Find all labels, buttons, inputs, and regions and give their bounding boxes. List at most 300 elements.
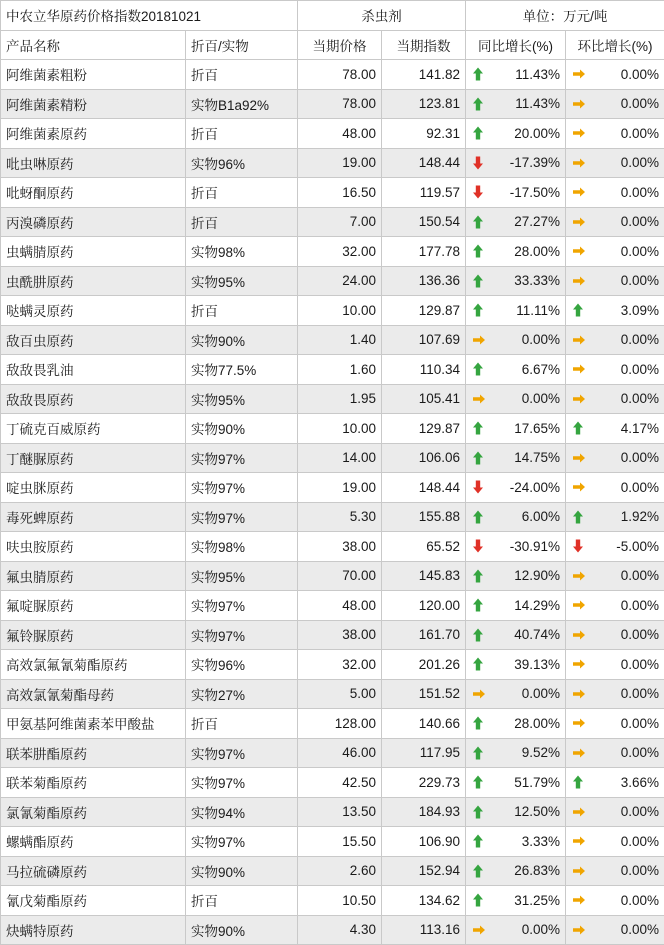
- table-row: [1, 886, 664, 916]
- cell-yoy-change: [466, 856, 566, 886]
- cell-current-price: 32.00: [298, 237, 382, 267]
- cell-yoy-change: [466, 620, 566, 650]
- cell-yoy-change: [466, 738, 566, 768]
- cell-current-price: 1.95: [298, 384, 382, 414]
- arrow-up-icon: [472, 362, 484, 377]
- yoy-value: -17.39%: [510, 155, 560, 170]
- cell-product-name: 高效氯氟氰菊酯原药: [1, 650, 186, 680]
- table-row: [1, 237, 664, 267]
- table-row: [1, 89, 664, 119]
- yoy-value: 26.83%: [514, 863, 560, 878]
- cell-current-index: 129.87: [382, 296, 466, 326]
- cell-yoy-change: [466, 148, 566, 178]
- table-row: [1, 532, 664, 562]
- cell-product-name: 丁硫克百威原药: [1, 414, 186, 444]
- mom-value: 0.00%: [621, 716, 659, 731]
- yoy-value: 28.00%: [514, 244, 560, 259]
- column-header-mom: 环比增长(%): [566, 30, 664, 60]
- yoy-value: 28.00%: [514, 716, 560, 731]
- cell-yoy-change: [466, 178, 566, 208]
- cell-product-name: 丙溴磷原药: [1, 207, 186, 237]
- arrow-up-icon: [472, 568, 484, 583]
- yoy-value: 14.29%: [514, 598, 560, 613]
- arrow-flat-icon: [572, 362, 584, 377]
- mom-value: 0.00%: [621, 834, 659, 849]
- cell-product-name: 阿维菌素原药: [1, 119, 186, 149]
- cell-current-price: 13.50: [298, 797, 382, 827]
- arrow-up-icon: [472, 244, 484, 259]
- yoy-value: 0.00%: [522, 391, 560, 406]
- yoy-value: 3.33%: [522, 834, 560, 849]
- cell-mom-change: [566, 443, 664, 473]
- mom-value: 0.00%: [621, 598, 659, 613]
- cell-mom-change: [566, 296, 664, 326]
- cell-current-index: 134.62: [382, 886, 466, 916]
- table-header-row: [1, 30, 664, 60]
- cell-yoy-change: [466, 532, 566, 562]
- cell-current-index: 92.31: [382, 119, 466, 149]
- yoy-value: 11.43%: [515, 67, 560, 82]
- table-row: [1, 473, 664, 503]
- table-row: [1, 60, 664, 90]
- cell-yoy-change: [466, 827, 566, 857]
- cell-current-price: 42.50: [298, 768, 382, 798]
- arrow-up-icon: [472, 126, 484, 141]
- arrow-flat-icon: [572, 273, 584, 288]
- table-row: [1, 738, 664, 768]
- cell-current-price: 1.60: [298, 355, 382, 385]
- cell-unit-basis: 实物97%: [186, 827, 298, 857]
- cell-yoy-change: [466, 915, 566, 945]
- cell-mom-change: [566, 620, 664, 650]
- mom-value: 0.00%: [621, 155, 659, 170]
- cell-current-index: 110.34: [382, 355, 466, 385]
- arrow-flat-icon: [472, 686, 484, 701]
- mom-value: -5.00%: [616, 539, 659, 554]
- mom-value: 0.00%: [621, 244, 659, 259]
- cell-unit-basis: 实物96%: [186, 650, 298, 680]
- mom-value: 1.92%: [621, 509, 659, 524]
- arrow-down-icon: [472, 155, 484, 170]
- cell-product-name: 毒死蜱原药: [1, 502, 186, 532]
- cell-current-index: 161.70: [382, 620, 466, 650]
- cell-unit-basis: 实物77.5%: [186, 355, 298, 385]
- mom-value: 0.00%: [621, 332, 659, 347]
- yoy-value: -17.50%: [510, 185, 560, 200]
- mom-value: 3.09%: [621, 303, 659, 318]
- cell-yoy-change: [466, 325, 566, 355]
- cell-current-index: 229.73: [382, 768, 466, 798]
- yoy-value: 0.00%: [522, 332, 560, 347]
- arrow-flat-icon: [572, 804, 584, 819]
- mom-value: 0.00%: [621, 804, 659, 819]
- table-row: [1, 355, 664, 385]
- yoy-value: -30.91%: [510, 539, 560, 554]
- cell-yoy-change: [466, 768, 566, 798]
- cell-current-index: 150.54: [382, 207, 466, 237]
- mom-value: 0.00%: [621, 185, 659, 200]
- cell-current-index: 141.82: [382, 60, 466, 90]
- cell-product-name: 哒螨灵原药: [1, 296, 186, 326]
- column-header-unit: 折百/实物: [186, 30, 298, 60]
- arrow-flat-icon: [572, 716, 584, 731]
- table-row: [1, 414, 664, 444]
- arrow-flat-icon: [572, 244, 584, 259]
- cell-yoy-change: [466, 355, 566, 385]
- yoy-value: 39.13%: [514, 657, 560, 672]
- cell-current-price: 78.00: [298, 89, 382, 119]
- cell-current-price: 24.00: [298, 266, 382, 296]
- cell-yoy-change: [466, 886, 566, 916]
- yoy-value: 33.33%: [514, 273, 560, 288]
- cell-mom-change: [566, 532, 664, 562]
- cell-product-name: 敌敌畏原药: [1, 384, 186, 414]
- cell-current-index: 105.41: [382, 384, 466, 414]
- arrow-flat-icon: [572, 332, 584, 347]
- cell-mom-change: [566, 827, 664, 857]
- arrow-up-icon: [572, 303, 584, 318]
- cell-yoy-change: [466, 296, 566, 326]
- table-row: [1, 325, 664, 355]
- cell-current-index: 107.69: [382, 325, 466, 355]
- yoy-value: 11.43%: [515, 96, 560, 111]
- table-row: [1, 561, 664, 591]
- cell-product-name: 敌百虫原药: [1, 325, 186, 355]
- unit-title: 单位：万元/吨: [466, 1, 664, 31]
- cell-yoy-change: [466, 266, 566, 296]
- cell-yoy-change: [466, 119, 566, 149]
- table-row: [1, 443, 664, 473]
- arrow-up-icon: [472, 863, 484, 878]
- arrow-up-icon: [472, 716, 484, 731]
- cell-product-name: 高效氯氰菊酯母药: [1, 679, 186, 709]
- table-row: [1, 709, 664, 739]
- arrow-up-icon: [472, 745, 484, 760]
- cell-unit-basis: 折百: [186, 886, 298, 916]
- cell-current-index: 106.06: [382, 443, 466, 473]
- yoy-value: 6.00%: [522, 509, 560, 524]
- mom-value: 0.00%: [621, 96, 659, 111]
- cell-product-name: 氰戊菊酯原药: [1, 886, 186, 916]
- arrow-up-icon: [572, 509, 584, 524]
- cell-product-name: 炔螨特原药: [1, 915, 186, 945]
- cell-current-price: 5.30: [298, 502, 382, 532]
- arrow-down-icon: [572, 539, 584, 554]
- cell-mom-change: [566, 178, 664, 208]
- arrow-up-icon: [472, 834, 484, 849]
- yoy-value: 27.27%: [514, 214, 560, 229]
- arrow-up-icon: [472, 96, 484, 111]
- cell-current-index: 123.81: [382, 89, 466, 119]
- cell-current-index: 148.44: [382, 148, 466, 178]
- arrow-down-icon: [472, 480, 484, 495]
- cell-current-price: 5.00: [298, 679, 382, 709]
- cell-current-price: 10.00: [298, 296, 382, 326]
- cell-mom-change: [566, 856, 664, 886]
- cell-current-price: 14.00: [298, 443, 382, 473]
- mom-value: 0.00%: [621, 627, 659, 642]
- column-header-yoy: 同比增长(%): [466, 30, 566, 60]
- cell-mom-change: [566, 886, 664, 916]
- arrow-flat-icon: [572, 893, 584, 908]
- arrow-down-icon: [472, 539, 484, 554]
- cell-current-index: 106.90: [382, 827, 466, 857]
- cell-product-name: 氟虫腈原药: [1, 561, 186, 591]
- table-row: [1, 650, 664, 680]
- cell-unit-basis: 实物90%: [186, 414, 298, 444]
- cell-yoy-change: [466, 414, 566, 444]
- arrow-flat-icon: [472, 391, 484, 406]
- report-title: 中农立华原药价格指数20181021: [1, 1, 298, 31]
- arrow-flat-icon: [572, 185, 584, 200]
- cell-current-index: 145.83: [382, 561, 466, 591]
- cell-current-price: 4.30: [298, 915, 382, 945]
- cell-product-name: 联苯肼酯原药: [1, 738, 186, 768]
- cell-current-index: 119.57: [382, 178, 466, 208]
- cell-product-name: 虫酰肼原药: [1, 266, 186, 296]
- cell-product-name: 虫螨腈原药: [1, 237, 186, 267]
- yoy-value: 17.65%: [514, 421, 560, 436]
- cell-mom-change: [566, 797, 664, 827]
- yoy-value: 31.25%: [514, 893, 560, 908]
- cell-mom-change: [566, 561, 664, 591]
- cell-current-index: 117.95: [382, 738, 466, 768]
- table-row: [1, 119, 664, 149]
- arrow-flat-icon: [572, 922, 584, 937]
- arrow-up-icon: [472, 509, 484, 524]
- cell-product-name: 呋虫胺原药: [1, 532, 186, 562]
- arrow-flat-icon: [572, 155, 584, 170]
- cell-unit-basis: 实物95%: [186, 384, 298, 414]
- mom-value: 0.00%: [621, 67, 659, 82]
- cell-mom-change: [566, 591, 664, 621]
- cell-unit-basis: 实物94%: [186, 797, 298, 827]
- mom-value: 0.00%: [621, 568, 659, 583]
- cell-mom-change: [566, 119, 664, 149]
- arrow-flat-icon: [572, 67, 584, 82]
- arrow-down-icon: [472, 185, 484, 200]
- cell-current-price: 10.00: [298, 414, 382, 444]
- arrow-flat-icon: [572, 598, 584, 613]
- cell-current-price: 10.50: [298, 886, 382, 916]
- cell-current-index: 151.52: [382, 679, 466, 709]
- cell-product-name: 氟铃脲原药: [1, 620, 186, 650]
- arrow-flat-icon: [572, 834, 584, 849]
- cell-product-name: 螺螨酯原药: [1, 827, 186, 857]
- cell-unit-basis: 折百: [186, 60, 298, 90]
- cell-current-index: 136.36: [382, 266, 466, 296]
- arrow-up-icon: [472, 598, 484, 613]
- yoy-value: 6.67%: [522, 362, 560, 377]
- table-row: [1, 207, 664, 237]
- cell-current-price: 15.50: [298, 827, 382, 857]
- cell-current-index: 65.52: [382, 532, 466, 562]
- cell-unit-basis: 折百: [186, 709, 298, 739]
- cell-yoy-change: [466, 473, 566, 503]
- cell-unit-basis: 实物98%: [186, 237, 298, 267]
- arrow-up-icon: [472, 775, 484, 790]
- cell-product-name: 敌敌畏乳油: [1, 355, 186, 385]
- cell-mom-change: [566, 89, 664, 119]
- table-row: [1, 266, 664, 296]
- table-row: [1, 679, 664, 709]
- cell-current-index: 155.88: [382, 502, 466, 532]
- arrow-up-icon: [472, 657, 484, 672]
- mom-value: 0.00%: [621, 214, 659, 229]
- cell-mom-change: [566, 325, 664, 355]
- category-title: 杀虫剂: [298, 1, 466, 31]
- arrow-up-icon: [572, 775, 584, 790]
- cell-unit-basis: 实物90%: [186, 856, 298, 886]
- table-row: [1, 620, 664, 650]
- cell-mom-change: [566, 709, 664, 739]
- cell-mom-change: [566, 738, 664, 768]
- cell-yoy-change: [466, 384, 566, 414]
- cell-unit-basis: 实物90%: [186, 325, 298, 355]
- mom-value: 0.00%: [621, 863, 659, 878]
- mom-value: 0.00%: [621, 450, 659, 465]
- cell-mom-change: [566, 384, 664, 414]
- cell-product-name: 氯氰菊酯原药: [1, 797, 186, 827]
- cell-yoy-change: [466, 89, 566, 119]
- cell-mom-change: [566, 60, 664, 90]
- mom-value: 0.00%: [621, 391, 659, 406]
- cell-yoy-change: [466, 709, 566, 739]
- cell-product-name: 吡虫啉原药: [1, 148, 186, 178]
- arrow-flat-icon: [572, 686, 584, 701]
- yoy-value: 9.52%: [522, 745, 560, 760]
- cell-current-index: 148.44: [382, 473, 466, 503]
- cell-mom-change: [566, 679, 664, 709]
- cell-current-price: 1.40: [298, 325, 382, 355]
- cell-current-price: 70.00: [298, 561, 382, 591]
- table-row: [1, 591, 664, 621]
- cell-mom-change: [566, 502, 664, 532]
- cell-unit-basis: 实物97%: [186, 768, 298, 798]
- arrow-flat-icon: [572, 863, 584, 878]
- mom-value: 0.00%: [621, 686, 659, 701]
- cell-mom-change: [566, 473, 664, 503]
- cell-current-price: 78.00: [298, 60, 382, 90]
- cell-mom-change: [566, 355, 664, 385]
- arrow-up-icon: [572, 421, 584, 436]
- yoy-value: 14.75%: [514, 450, 560, 465]
- mom-value: 0.00%: [621, 362, 659, 377]
- cell-current-index: 129.87: [382, 414, 466, 444]
- cell-unit-basis: 折百: [186, 119, 298, 149]
- cell-current-price: 2.60: [298, 856, 382, 886]
- table-row: [1, 915, 664, 945]
- cell-unit-basis: 实物97%: [186, 738, 298, 768]
- cell-unit-basis: 折百: [186, 178, 298, 208]
- cell-yoy-change: [466, 207, 566, 237]
- cell-unit-basis: 实物98%: [186, 532, 298, 562]
- cell-product-name: 甲氨基阿维菌素苯甲酸盐: [1, 709, 186, 739]
- cell-current-price: 19.00: [298, 148, 382, 178]
- arrow-flat-icon: [572, 450, 584, 465]
- cell-current-index: 113.16: [382, 915, 466, 945]
- cell-product-name: 啶虫脒原药: [1, 473, 186, 503]
- arrow-flat-icon: [472, 332, 484, 347]
- cell-current-price: 46.00: [298, 738, 382, 768]
- arrow-up-icon: [472, 303, 484, 318]
- title-row: [1, 1, 664, 31]
- cell-product-name: 丁醚脲原药: [1, 443, 186, 473]
- mom-value: 0.00%: [621, 126, 659, 141]
- cell-current-price: 48.00: [298, 591, 382, 621]
- cell-current-price: 32.00: [298, 650, 382, 680]
- cell-yoy-change: [466, 797, 566, 827]
- cell-yoy-change: [466, 443, 566, 473]
- arrow-up-icon: [472, 627, 484, 642]
- table-row: [1, 856, 664, 886]
- table-row: [1, 148, 664, 178]
- cell-product-name: 阿维菌素精粉: [1, 89, 186, 119]
- cell-current-index: 184.93: [382, 797, 466, 827]
- cell-yoy-change: [466, 679, 566, 709]
- cell-mom-change: [566, 148, 664, 178]
- yoy-value: 20.00%: [514, 126, 560, 141]
- arrow-up-icon: [472, 893, 484, 908]
- arrow-flat-icon: [572, 391, 584, 406]
- mom-value: 4.17%: [621, 421, 659, 436]
- yoy-value: 11.11%: [516, 303, 560, 318]
- cell-yoy-change: [466, 650, 566, 680]
- cell-product-name: 联苯菊酯原药: [1, 768, 186, 798]
- cell-unit-basis: 折百: [186, 207, 298, 237]
- cell-unit-basis: 实物27%: [186, 679, 298, 709]
- cell-product-name: 马拉硫磷原药: [1, 856, 186, 886]
- cell-unit-basis: 实物90%: [186, 915, 298, 945]
- cell-mom-change: [566, 915, 664, 945]
- cell-unit-basis: 实物96%: [186, 148, 298, 178]
- cell-unit-basis: 实物97%: [186, 473, 298, 503]
- arrow-flat-icon: [572, 568, 584, 583]
- cell-yoy-change: [466, 502, 566, 532]
- table-row: [1, 827, 664, 857]
- cell-current-index: 177.78: [382, 237, 466, 267]
- arrow-flat-icon: [572, 627, 584, 642]
- cell-unit-basis: 折百: [186, 296, 298, 326]
- arrow-up-icon: [472, 273, 484, 288]
- column-header-price: 当期价格: [298, 30, 382, 60]
- mom-value: 0.00%: [621, 657, 659, 672]
- table-row: [1, 384, 664, 414]
- cell-unit-basis: 实物97%: [186, 443, 298, 473]
- cell-current-price: 48.00: [298, 119, 382, 149]
- cell-unit-basis: 实物B1a92%: [186, 89, 298, 119]
- cell-current-price: 16.50: [298, 178, 382, 208]
- cell-current-price: 19.00: [298, 473, 382, 503]
- arrow-flat-icon: [572, 745, 584, 760]
- table-row: [1, 797, 664, 827]
- arrow-flat-icon: [472, 922, 484, 937]
- cell-yoy-change: [466, 561, 566, 591]
- yoy-value: 12.90%: [514, 568, 560, 583]
- yoy-value: -24.00%: [510, 480, 560, 495]
- cell-mom-change: [566, 650, 664, 680]
- arrow-up-icon: [472, 804, 484, 819]
- yoy-value: 0.00%: [522, 922, 560, 937]
- arrow-flat-icon: [572, 480, 584, 495]
- table-row: [1, 296, 664, 326]
- cell-current-index: 152.94: [382, 856, 466, 886]
- cell-product-name: 阿维菌素粗粉: [1, 60, 186, 90]
- mom-value: 0.00%: [621, 745, 659, 760]
- mom-value: 0.00%: [621, 922, 659, 937]
- table-row: [1, 768, 664, 798]
- cell-yoy-change: [466, 591, 566, 621]
